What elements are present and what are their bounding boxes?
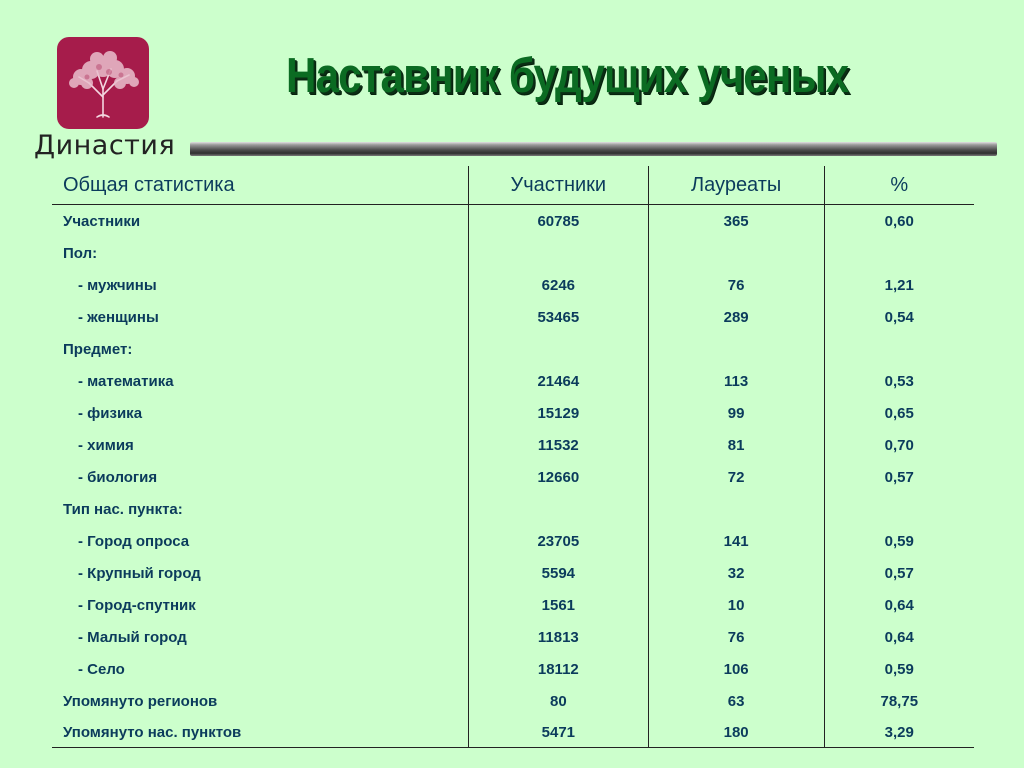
table-row (52, 685, 974, 717)
table-row (52, 429, 974, 461)
cell-laureates: 72 (648, 461, 824, 493)
header-general-statistics: Общая статистика (52, 166, 468, 205)
table-row (52, 237, 974, 269)
row-label: Тип нас. пункта: (63, 500, 183, 518)
table-row (52, 525, 974, 557)
row-label: Участники (63, 212, 141, 230)
cell-participants (468, 237, 648, 269)
cell-laureates: 10 (648, 589, 824, 621)
cell-laureates (648, 237, 824, 269)
row-label: - Город-спутник (78, 596, 196, 614)
cell-participants: 15129 (468, 397, 648, 429)
cell-laureates: 113 (648, 365, 824, 397)
cell-percent: 0,65 (824, 397, 974, 429)
cell-laureates: 99 (648, 397, 824, 429)
table-row (52, 461, 974, 493)
cell-participants: 11813 (468, 621, 648, 653)
table-row (52, 205, 974, 238)
table-row (52, 653, 974, 685)
cell-percent: 0,70 (824, 429, 974, 461)
header-percent: % (824, 166, 974, 205)
table-row (52, 589, 974, 621)
cell-participants: 5594 (468, 557, 648, 589)
cell-participants: 6246 (468, 269, 648, 301)
cell-participants: 11532 (468, 429, 648, 461)
cell-percent: 0,59 (824, 525, 974, 557)
page-title: Наставник будущих ученых (286, 49, 849, 103)
table-header-row (52, 166, 974, 205)
table-row (52, 365, 974, 397)
cell-laureates: 180 (648, 717, 824, 748)
cell-participants: 5471 (468, 717, 648, 748)
table-row (52, 269, 974, 301)
cell-participants: 1561 (468, 589, 648, 621)
oak-tree-icon (57, 37, 149, 129)
row-label: Упомянуто нас. пунктов (52, 717, 468, 748)
cell-percent (824, 333, 974, 365)
cell-participants (468, 493, 648, 525)
table-row (52, 397, 974, 429)
cell-participants: 12660 (468, 461, 648, 493)
table-row (52, 301, 974, 333)
row-label: - химия (78, 436, 134, 454)
cell-percent: 0,57 (824, 461, 974, 493)
cell-participants: 18112 (468, 653, 648, 685)
table-row (52, 717, 974, 748)
cell-laureates: 32 (648, 557, 824, 589)
cell-participants: 21464 (468, 365, 648, 397)
cell-percent: 0,54 (824, 301, 974, 333)
cell-percent: 0,64 (824, 621, 974, 653)
cell-participants: 60785 (468, 205, 648, 238)
cell-laureates (648, 333, 824, 365)
cell-laureates: 365 (648, 205, 824, 238)
cell-laureates: 76 (648, 269, 824, 301)
table-row (52, 557, 974, 589)
cell-laureates (648, 493, 824, 525)
row-label: Предмет: (63, 340, 133, 358)
cell-percent: 0,60 (824, 205, 974, 238)
row-label: - физика (78, 404, 143, 422)
cell-percent: 0,64 (824, 589, 974, 621)
dynasty-logo (57, 37, 149, 129)
cell-participants: 23705 (468, 525, 648, 557)
cell-laureates: 141 (648, 525, 824, 557)
table-row (52, 333, 974, 365)
row-label: Упомянуто регионов (63, 692, 218, 710)
title-divider (190, 142, 997, 156)
row-label: - Город опроса (78, 532, 190, 550)
table-row (52, 493, 974, 525)
row-label: - мужчины (78, 276, 157, 294)
header-laureates: Лауреаты (648, 166, 824, 205)
cell-percent: 3,29 (824, 717, 974, 748)
row-label: - математика (78, 372, 174, 390)
row-label: Пол: (63, 244, 98, 262)
cell-percent: 0,57 (824, 557, 974, 589)
row-label: - биология (78, 468, 158, 486)
cell-participants: 53465 (468, 301, 648, 333)
cell-laureates: 289 (648, 301, 824, 333)
row-label: - Малый город (78, 628, 187, 646)
row-label: - Село (78, 660, 125, 678)
row-label: - женщины (78, 308, 159, 326)
header-participants: Участники (468, 166, 648, 205)
cell-laureates: 63 (648, 685, 824, 717)
row-label: - Крупный город (78, 564, 201, 582)
cell-percent: 0,53 (824, 365, 974, 397)
table-row (52, 621, 974, 653)
cell-percent: 0,59 (824, 653, 974, 685)
cell-percent (824, 237, 974, 269)
cell-laureates: 81 (648, 429, 824, 461)
cell-participants (468, 333, 648, 365)
statistics-table (52, 166, 974, 748)
cell-percent: 1,21 (824, 269, 974, 301)
logo-text: Династия (34, 130, 176, 161)
cell-laureates: 106 (648, 653, 824, 685)
cell-participants: 80 (468, 685, 648, 717)
cell-percent: 78,75 (824, 685, 974, 717)
cell-percent (824, 493, 974, 525)
cell-laureates: 76 (648, 621, 824, 653)
